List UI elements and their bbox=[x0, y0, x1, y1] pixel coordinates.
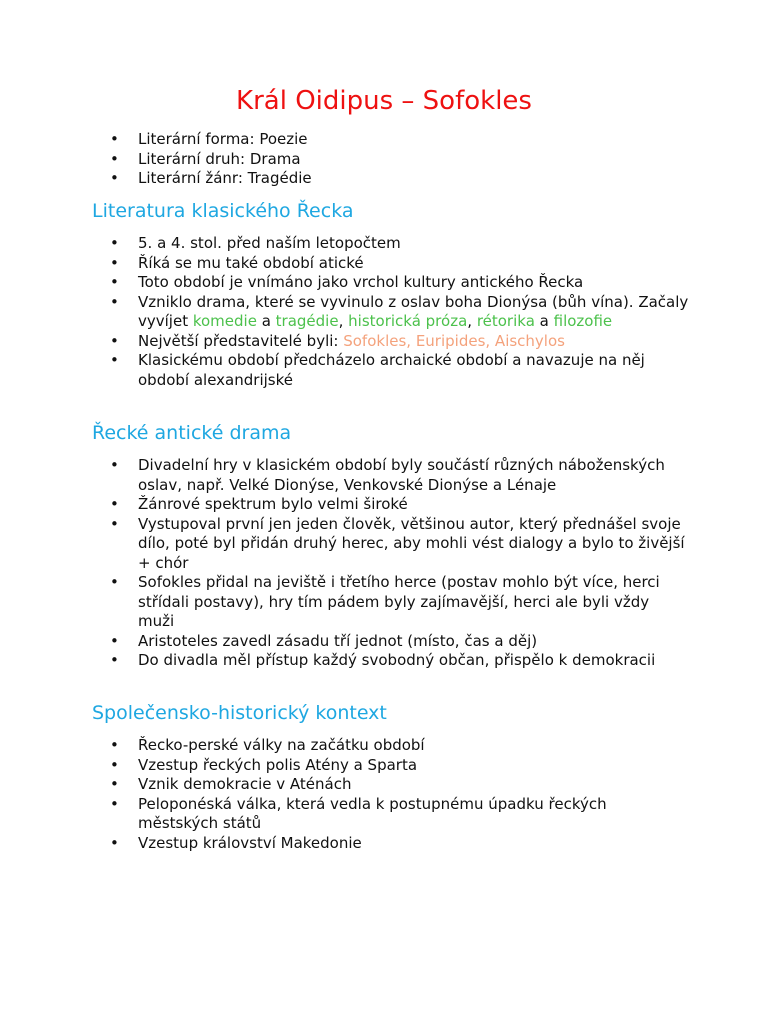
item-text: Vzniklo drama, které se vyvinulo z oslav boha Dionýsa (bůh vína). Začaly vyvíjet bbox=[138, 292, 689, 330]
separator: , bbox=[467, 312, 477, 330]
authors-highlight: Sofokles, Euripides, Aischylos bbox=[343, 331, 565, 350]
list-item: • Vznik demokracie v Aténách bbox=[110, 775, 690, 795]
list-item: • Říká se mu také období atické bbox=[110, 254, 690, 274]
kontext-list bbox=[110, 736, 690, 853]
list-item: • Peloponéská válka, která vedla k postupnému úpadku řeckých městských států bbox=[110, 795, 690, 834]
page-title: Král Oidipus – Sofokles bbox=[236, 86, 532, 116]
intro-list bbox=[110, 130, 690, 189]
genre-filozofie: filozofie bbox=[553, 312, 613, 330]
list-item: • Literární forma: Poezie bbox=[110, 130, 690, 150]
section-heading-drama: Řecké antické drama bbox=[92, 422, 292, 444]
list-item bbox=[110, 293, 690, 332]
list-item: • Klasickému období předcházelo archaické období a navazuje na něj období alexandrijské bbox=[110, 351, 690, 390]
separator: , bbox=[338, 312, 349, 330]
list-item: • Vystupoval první jen jeden člověk, většinou autor, který přednášel svoje dílo, poté byl přidán druhý herec, aby mohli vést dialogy a bylo to živější + chór bbox=[110, 515, 690, 574]
list-item: • Literární žánr: Tragédie bbox=[110, 169, 690, 189]
list-item: • Divadelní hry v klasickém období byly součástí různých náboženských oslav, např. Velké Dionýse, Venkovské Dionýse a Lénaje bbox=[110, 456, 690, 495]
list-item: • Řecko-perské války na začátku období bbox=[110, 736, 690, 756]
list-item: • Toto období je vnímáno jako vrchol kultury antického Řecka bbox=[110, 273, 690, 293]
list-item: • Žánrové spektrum bylo velmi široké bbox=[110, 495, 690, 515]
drama-list bbox=[110, 456, 690, 671]
list-item: • Do divadla měl přístup každý svobodný občan, přispělo k demokracii bbox=[110, 651, 690, 671]
list-item: • Aristoteles zavedl zásadu tří jednot (místo, čas a děj) bbox=[110, 632, 690, 652]
list-item: • Literární druh: Drama bbox=[110, 150, 690, 170]
genre-komedie: komedie bbox=[192, 312, 257, 330]
separator: a bbox=[534, 312, 554, 330]
genre-tragedie: tragédie bbox=[275, 312, 339, 330]
list-item: • 5. a 4. stol. před naším letopočtem bbox=[110, 234, 690, 254]
list-item bbox=[110, 332, 690, 352]
literatura-list bbox=[110, 234, 690, 390]
list-item: • Vzestup řeckých polis Atény a Sparta bbox=[110, 756, 690, 776]
list-item: • Vzestup království Makedonie bbox=[110, 834, 690, 854]
genre-retorika: rétorika bbox=[476, 312, 535, 330]
separator: a bbox=[256, 312, 276, 330]
item-text: Největší představitelé byli: bbox=[138, 331, 344, 350]
section-heading-kontext: Společensko-historický kontext bbox=[92, 702, 387, 724]
section-heading-literatura: Literatura klasického Řecka bbox=[92, 200, 354, 222]
list-item: • Sofokles přidal na jeviště i třetího herce (postav mohlo být více, herci střídali postavy), hry tím pádem byly zajímavější, herci ale byli vždy muži bbox=[110, 573, 690, 632]
genre-historicka-proza: historická próza bbox=[348, 312, 468, 330]
